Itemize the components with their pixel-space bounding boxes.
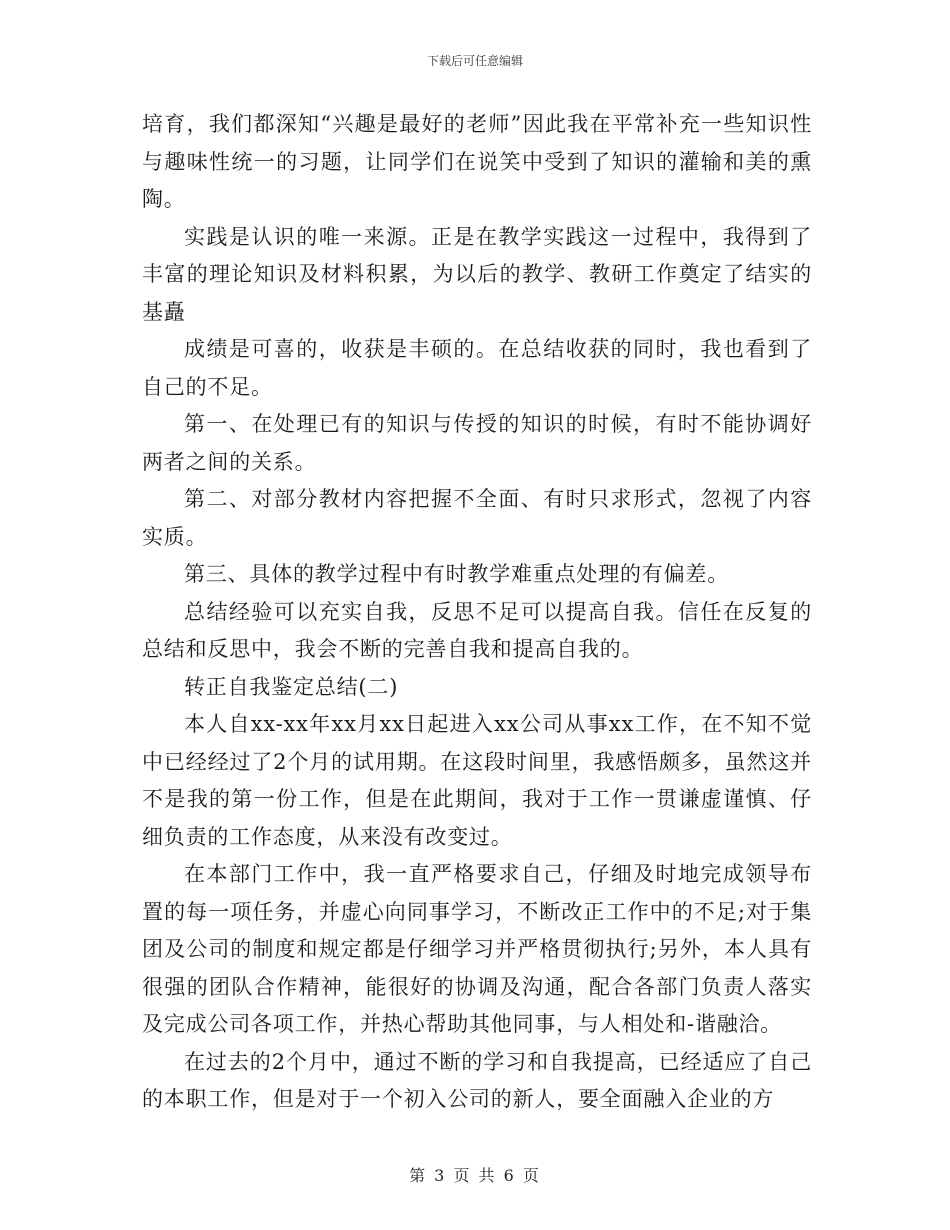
paragraph: 第三、具体的教学过程中有时教学难重点处理的有偏差。 [184, 562, 729, 586]
paragraph: 总结经验可以充实自我，反思不足可以提高自我。信任在反复的总结和反思中，我会不断的完善自我和提高自我的。 [142, 599, 812, 661]
paragraph: 本人自xx-xx年xx月xx日起进入xx公司从事xx工作，在不知不觉中已经经过了2个月的试用期。在这段时间里，我感悟颇多，虽然这并不是我的第一份工作，但是在此期间，我对于工作一贯谦虚谨慎、仔细负责的工作态度，从来没有改变过。 [142, 712, 812, 849]
page-header-note: 下载后可任意编辑 [426, 54, 523, 68]
paragraph: 在过去的2个月中，通过不断的学习和自我提高，已经适应了自己的本职工作，但是对于一个初入公司的新人，要全面融入企业的方 [142, 1049, 812, 1111]
paragraph: 第二、对部分教材内容把握不全面、有时只求形式，忽视了内容实质。 [142, 487, 812, 549]
paragraph: 实践是认识的唯一来源。正是在教学实践这一过程中，我得到了丰富的理论知识及材料积累，为以后的教学、教研工作奠定了结实的基矗 [142, 224, 812, 324]
document-body [142, 106, 812, 1119]
paragraph: 培育，我们都深知“兴趣是最好的老师”因此我在平常补充一些知识性与趣味性统一的习题，让同学们在说笑中受到了知识的灌输和美的熏陶。 [142, 112, 812, 211]
section-heading: 转正自我鉴定总结(二) [184, 674, 399, 699]
paragraph: 成绩是可喜的，收获是丰硕的。在总结收获的同时，我也看到了自己的不足。 [142, 337, 812, 399]
page-number: 第 3 页 共 6 页 [409, 1166, 541, 1185]
paragraph: 在本部门工作中，我一直严格要求自己，仔细及时地完成领导布置的每一项任务，并虚心向同事学习，不断改正工作中的不足;对于集团及公司的制度和规定都是仔细学习并严格贯彻执行;另外，本人具有很强的团队合作精神，能很好的协调及沟通，配合各部门负责人落实及完成公司各项工作，并热心帮助其他同事，与人相处和-谐融洽。 [142, 862, 812, 1036]
paragraph: 第一、在处理已有的知识与传授的知识的时候，有时不能协调好两者之间的关系。 [142, 412, 812, 474]
